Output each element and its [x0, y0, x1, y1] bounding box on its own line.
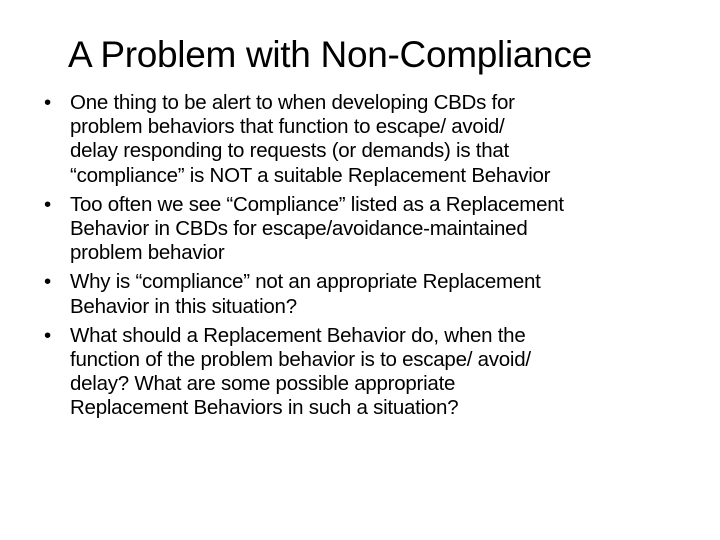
bullet-text-line: function of the problem behavior is to escape/ avoid/ [70, 348, 531, 372]
bullet-item [44, 91, 714, 188]
bullet-text-line: Why is “compliance” not an appropriate Replacement [70, 270, 541, 294]
bullet-dot-icon: • [44, 192, 51, 216]
bullet-text-line: problem behaviors that function to escape/ avoid/ [70, 115, 505, 139]
bullet-text-line: One thing to be alert to when developing CBDs for [70, 91, 515, 114]
slide-title: A Problem with Non-Compliance [68, 34, 592, 75]
bullet-dot-icon: • [44, 270, 51, 294]
bullet-text-line: Too often we see “Compliance” listed as a Replacement [70, 192, 564, 216]
bullet-dot-icon: • [44, 323, 51, 347]
bullet-text-line: “compliance” is NOT a suitable Replacement Behavior [70, 163, 551, 187]
bullet-text-line: delay responding to requests (or demands) is that [70, 139, 510, 163]
bullet-text-line: Replacement Behaviors in such a situation? [70, 396, 459, 420]
bullet-list [44, 91, 714, 426]
bullet-item [44, 270, 714, 318]
bullet-text-line: Behavior in CBDs for escape/avoidance-maintained [70, 217, 528, 241]
bullet-item [44, 324, 714, 421]
bullet-dot-icon: • [44, 91, 51, 114]
bullet-text-line: Behavior in this situation? [70, 294, 297, 318]
bullet-text-line: delay? What are some possible appropriate [70, 372, 456, 396]
bullet-text-line: problem behavior [70, 241, 225, 265]
bullet-text-line: What should a Replacement Behavior do, when the [70, 323, 526, 347]
bullet-item [44, 193, 714, 266]
